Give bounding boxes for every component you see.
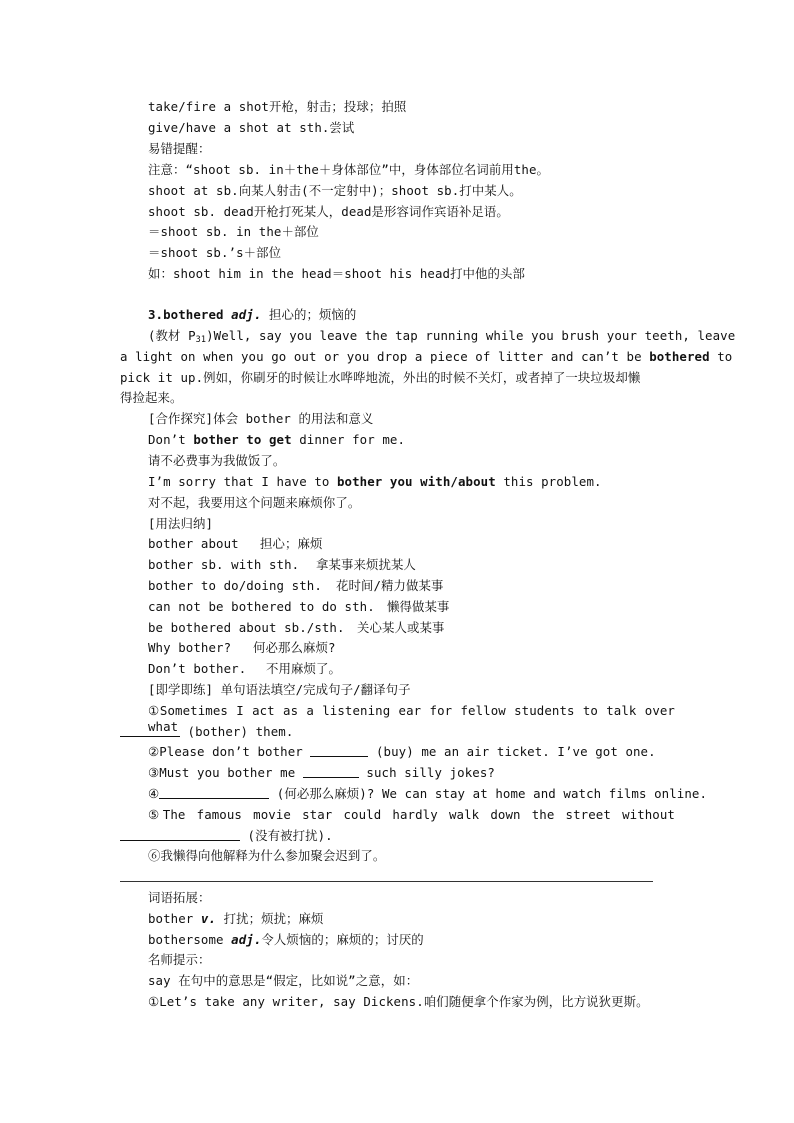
- textbook-quote-line1: (教材 $P_{31})Well$, say you leave the tap running while you brush your teeth, leave: [148, 328, 736, 345]
- practice-q3: ③Must you bother me such silly jokes?: [148, 765, 495, 780]
- practice-q5: ⑤The famous movie star could hardly walk down the street without: [148, 807, 675, 822]
- tip-example: ①Let’s take any writer, say Dickens.咱们随便拿个作家为例，比方说狄更斯。: [148, 994, 649, 1009]
- text-line: take/fire a shot开枪，射击；投球；拍照: [148, 99, 407, 114]
- usage-row: Why bother? 何必那么麻烦?: [148, 640, 336, 655]
- usage-row: Don’t bother. 不用麻烦了。: [148, 661, 341, 676]
- expand-word: bother v. 打扰；烦扰；麻烦: [148, 911, 324, 926]
- usage-row: be bothered about sb./sth. 关心某人或某事: [148, 620, 445, 635]
- textbook-translation-line2: 得捡起来。: [120, 390, 183, 405]
- practice-q1: ①Sometimes I act as a listening ear for fellow students to talk over what: [148, 703, 675, 734]
- tip-title: 名师提示：: [148, 952, 211, 967]
- text-line: ＝shoot sb. in the＋部位: [148, 224, 319, 239]
- practice-q2: ②Please don’t bother (buy) me an air ticket. I’ve got one.: [148, 744, 656, 759]
- text-line: shoot at sb.向某人射击(不一定射中)；shoot sb.打中某人。: [148, 183, 522, 198]
- practice-title: [即学即练] 单句语法填空/完成句子/翻译句子: [148, 682, 411, 697]
- example-sentence: Don’t bother to get dinner for me.: [148, 432, 406, 447]
- practice-q4: ④ (何必那么麻烦)? We can stay at home and watch films online.: [148, 786, 708, 801]
- usage-row: bother to do/doing sth. 花时间/精力做某事: [148, 578, 444, 593]
- usage-row: can not be bothered to do sth. 懒得做某事: [148, 599, 450, 614]
- text-line: ＝shoot sb.’s＋部位: [148, 245, 282, 260]
- example-sentence: I’m sorry that I have to bother you with/about this problem.: [148, 474, 602, 489]
- entry-heading: [148, 307, 356, 323]
- example-translation: 请不必费事为我做饭了。: [148, 453, 286, 468]
- answer-blank[interactable]: [310, 745, 368, 757]
- example-translation: 对不起，我要用这个问题来麻烦你了。: [148, 495, 361, 510]
- entry-meaning: 担心的；烦恼的: [261, 307, 357, 322]
- text-line: give/have a shot at sth.尝试: [148, 120, 355, 135]
- textbook-translation-line1: pick it up.例如，你刷牙的时候让水哗哗地流，外出的时候不关灯，或者掉了一块垃圾却懒: [120, 370, 641, 385]
- text-line: shoot sb. dead开枪打死某人，dead是形容词作宾语补足语。: [148, 204, 509, 219]
- section-heading: 易错提醒：: [148, 141, 211, 156]
- practice-q5-cont: (没有被打扰).: [120, 828, 675, 844]
- usage-row: bother about 担心；麻烦: [148, 536, 323, 551]
- practice-q6: ⑥我懒得向他解释为什么参加聚会迟到了。: [148, 848, 386, 863]
- textbook-quote-line2: a light on when you go out or you drop a piece of litter and can’t be bothered to: [120, 349, 733, 364]
- entry-word: bothered: [163, 307, 224, 322]
- coop-title: [合作探究]体会 bother 的用法和意义: [148, 411, 374, 426]
- answer-blank[interactable]: [159, 787, 269, 799]
- divider: [120, 881, 653, 882]
- answer-blank[interactable]: [303, 766, 359, 778]
- answer-blank[interactable]: [120, 829, 240, 841]
- answer-blank[interactable]: [120, 725, 180, 737]
- entry-number: 3.: [148, 307, 164, 322]
- expand-title: 词语拓展：: [148, 890, 211, 905]
- usage-row: bother sb. with sth. 拿某事来烦扰某人: [148, 557, 416, 572]
- tip-line: say 在句中的意思是“假定，比如说”之意，如：: [148, 973, 419, 988]
- text-line: 如：shoot him in the head＝shoot his head打中他的头部: [148, 266, 526, 281]
- expand-word: bothersome adj.令人烦恼的；麻烦的；讨厌的: [148, 932, 424, 947]
- practice-q1-cont: (bother) them.: [120, 724, 675, 740]
- usage-title: [用法归纳]: [148, 516, 214, 531]
- entry-pos: adj.: [231, 307, 262, 322]
- text-line: 注意：“shoot sb. in＋the＋身体部位”中，身体部位名词前用the。: [148, 162, 550, 177]
